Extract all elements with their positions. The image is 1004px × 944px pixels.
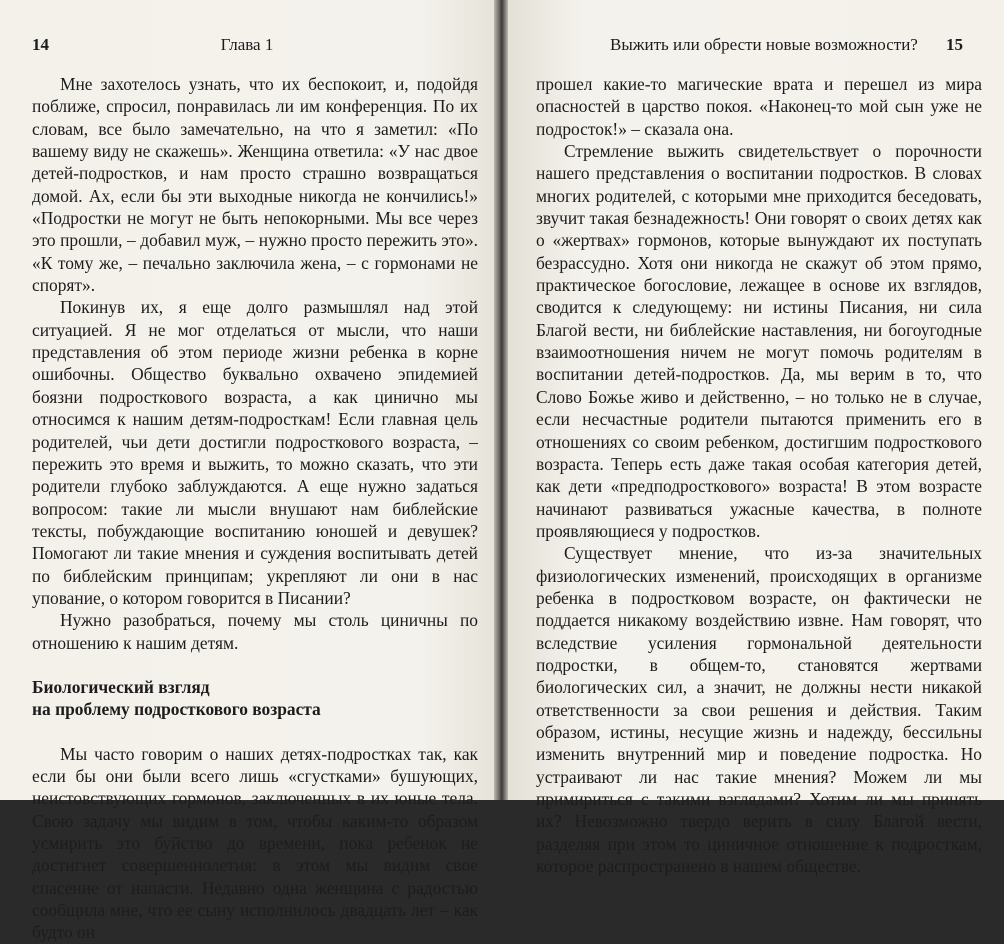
right-page-body <box>536 73 982 877</box>
paragraph: Мы часто говорим о наших детях-подростках так, как если бы они были всего лишь «сгустками» бушующих, неистовствующих гормонов, заключенных в их юные тела. Свою задачу мы видим в том, чтобы каким-то образом усмирить это буйство до времени, пока ребенок не достигнет совершеннолетия: в этом мы видим свое спасение от напасти. Недавно одна женщина с радостью сообщила мне, что ее сыну исполнилось двадцать лет – как будто он <box>32 743 478 943</box>
section-heading-line-1: Биологический взгляд <box>32 676 210 697</box>
paragraph: Стремление выжить свидетельствует о порочности нашего представления о воспитании подростков. В словах многих родителей, с которыми мне приходится беседовать, звучит такая безнадежность! Они говорят о своих детях как о «жертвах» гормонов, которые вынуждают их поступать безрассудно. Хотя они никогда не скажут об этом прямо, практическое богословие, лежащее в основе их взглядов, сводится к следующему: ни истины Писания, ни сила Благой вести, ни библейские наставления, ни богоугодные взаимоотношения ничем не могут помочь родителям в воспитании детей-подростков. Да, мы верим в то, что Слово Божье живо и действенно, – но только не в случае, если несчастные родители пытаются применить его в отношениях со своим ребенком, достигшим подросткового возраста. Теперь есть даже такая особая категория детей, как дети «предподросткового» возраста! В этом возрасте начинают развиваться ужасные качества, в полноте проявляющиеся у подростков. <box>536 141 982 541</box>
paragraph: Покинув их, я еще долго размышлял над этой ситуацией. Я не мог отделаться от мысли, что наши представления об этом периоде жизни ребенка в корне ошибочны. Общество буквально охвачено эпидемией боязни подросткового возраста, а как цинично мы относимся к нашим детям-подросткам! Если главная цель родителей, чьи дети достигли подросткового возраста, – пережить это время и выжить, то можно сказать, что эти родители глубоко заблуждаются. А еще нужно задаться вопросом: такие ли мысли внушают нам библейские тексты, побуждающие воспитанию юношей и девушек? Помогают ли такие мнения и суждения воспитывать детей по библейским принципам; укрепляют ли они в нас упование, о котором говорится в Писании? <box>32 297 478 608</box>
paragraph: Существует мнение, что из-за значительных физиологических изменений, происходящих в организме ребенка в подростковом возрасте, он фактически не поддается никакому воздействию извне. Нам говорят, что вследствие усиления гормональной деятельности подростки, в общем-то, становятся жертвами биологических сил, а значит, не должны нести никакой ответственности за свои решения и действия. Таким образом, истины, несущие жизнь и надежду, бессильны изменить внутренний мир и поведение подростка. Но устраивают ли нас такие мнения? Можем ли мы примириться с такими взглядами? Хотим ли мы принять их? Невозможно твердо верить в силу Благой вести, разделяя при этом то циничное отношение к подросткам, которое распространено в нашем обществе. <box>536 543 982 877</box>
right-page <box>508 0 1004 877</box>
book-gutter <box>494 0 508 800</box>
continuation-paragraph: прошел какие-то магические врата и перешел из мира опасностей в царство покоя. «Наконец-то мой сын уже не подросток!» – сказала она. <box>536 74 982 139</box>
section-heading-line-2: на проблему подросткового возраста <box>32 699 321 720</box>
left-running-head: Глава 1 <box>220 35 274 54</box>
left-page <box>0 0 494 943</box>
right-page-number: 15 <box>946 35 963 54</box>
left-page-number: 14 <box>32 35 49 54</box>
paragraph: Мне захотелось узнать, что их беспокоит, и, подойдя поближе, спросил, понравилась ли им конференция. По их словам, все было замечательно, на что я заметил: «По вашему виду не скажешь». Женщина ответила: «У нас двое детей-подростков, и нам просто страшно возвращаться домой. Ах, если бы эти выходные никогда не кончились!» «Подростки не могут не быть непокорными. Мы все через это прошли, – добавил муж, – нужно просто пережить это». «К тому же, – печально заключила жена, – с гормонами не спорят». <box>32 74 478 296</box>
paragraph: Нужно разобраться, почему мы столь циничны по отношению к нашим детям. <box>32 610 478 653</box>
right-running-head: Выжить или обрести новые возможности? <box>610 35 918 54</box>
left-page-body <box>32 73 478 944</box>
